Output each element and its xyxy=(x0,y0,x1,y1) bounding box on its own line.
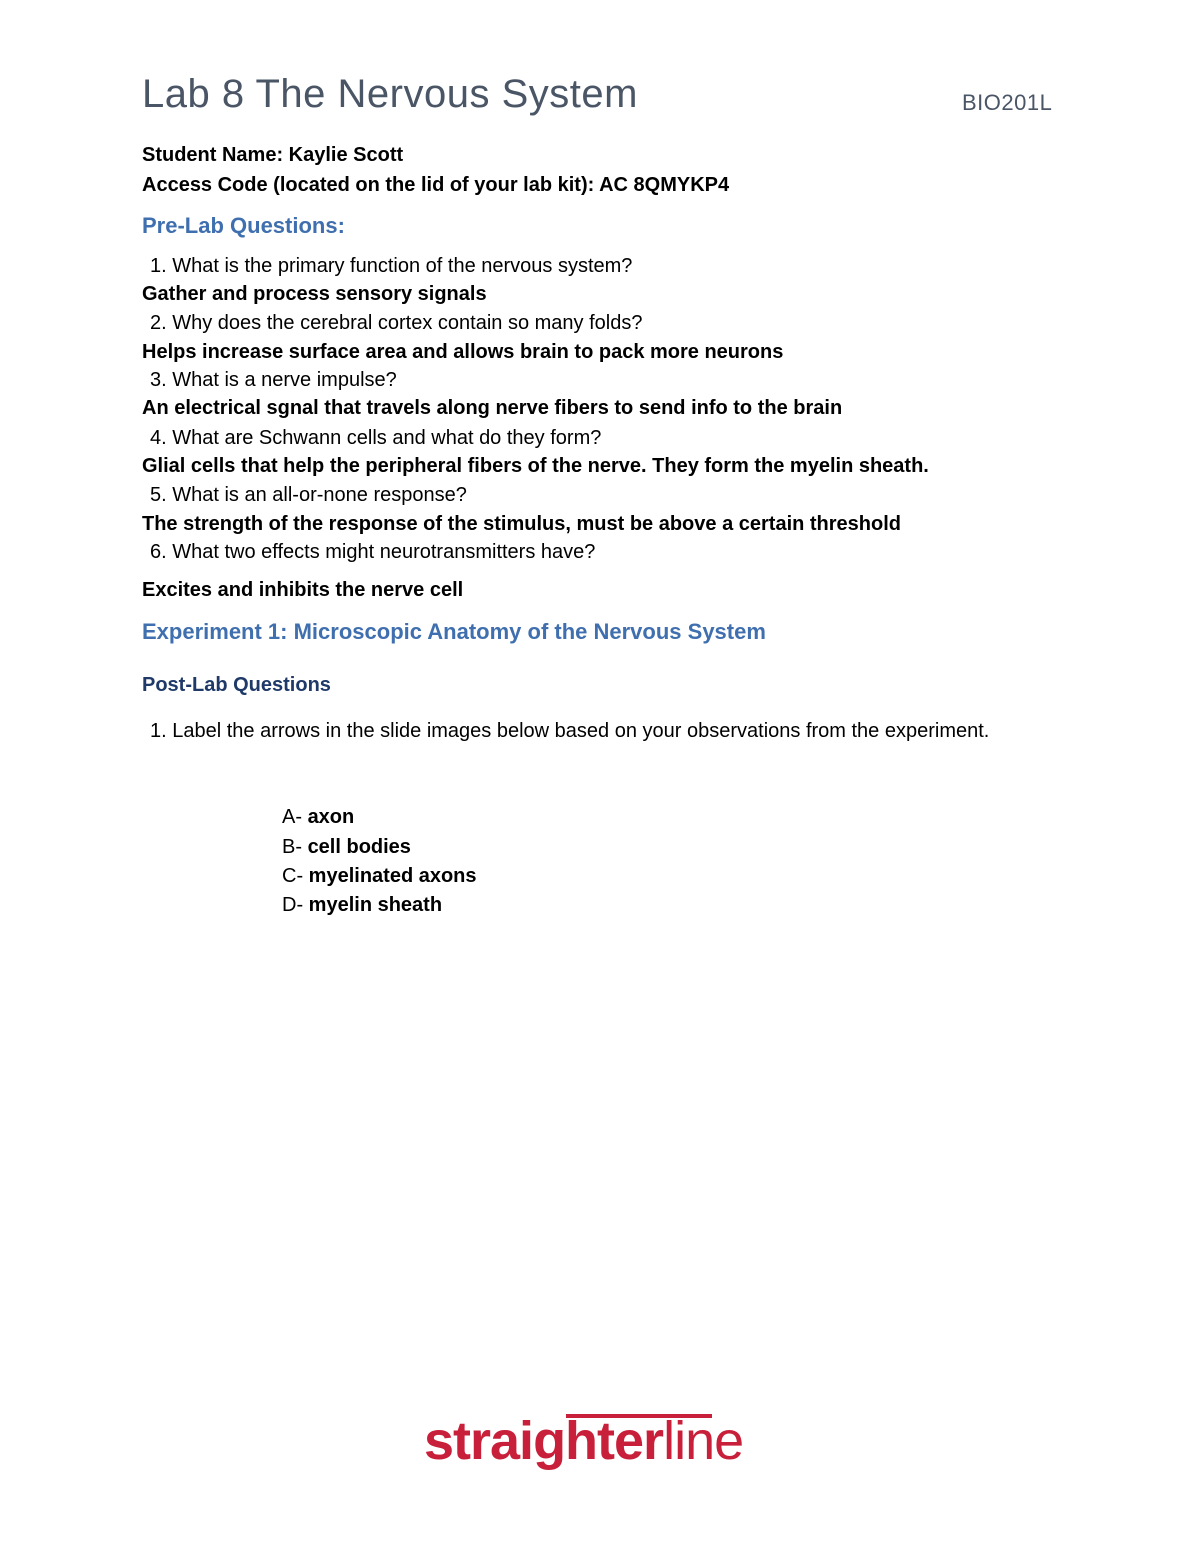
label-value: axon xyxy=(307,806,355,828)
logo-text-bold: straighter xyxy=(424,1411,664,1471)
prelab-question-4: 4. What are Schwann cells and what do they form? xyxy=(150,427,602,449)
label-c xyxy=(282,865,477,888)
label-key: B- xyxy=(282,836,302,858)
logo-text-light: line xyxy=(663,1411,744,1471)
label-key: D- xyxy=(282,894,304,916)
prelab-answer-3: An electrical sgnal that travels along nerve fibers to send info to the brain xyxy=(142,397,843,419)
experiment-heading: Experiment 1: Microscopic Anatomy of the Nervous System xyxy=(142,619,766,644)
label-value: myelin sheath xyxy=(308,894,443,916)
prelab-question-5: 5. What is an all-or-none response? xyxy=(150,484,467,506)
label-key: A- xyxy=(282,806,302,828)
prelab-question-1: 1. What is the primary function of the nervous system? xyxy=(150,255,633,277)
document-title: Lab 8 The Nervous System xyxy=(142,72,638,116)
prelab-answer-1: Gather and process sensory signals xyxy=(142,283,487,305)
label-value: myelinated axons xyxy=(308,865,477,887)
prelab-answer-4: Glial cells that help the peripheral fibers of the nerve. They form the myelin sheath. xyxy=(142,455,929,477)
label-a xyxy=(282,806,354,829)
straighterline-logo xyxy=(424,1410,743,1472)
postlab-question-1: 1. Label the arrows in the slide images below based on your observations from the experiment. xyxy=(150,720,990,742)
prelab-answer-2: Helps increase surface area and allows brain to pack more neurons xyxy=(142,341,784,363)
student-name: Student Name: Kaylie Scott xyxy=(142,144,404,166)
prelab-question-3: 3. What is a nerve impulse? xyxy=(150,369,397,391)
prelab-answer-5: The strength of the response of the stimulus, must be above a certain threshold xyxy=(142,513,902,535)
prelab-question-6: 6. What two effects might neurotransmitters have? xyxy=(150,541,596,563)
label-b xyxy=(282,836,411,859)
access-code: Access Code (located on the lid of your lab kit): AC 8QMYKP4 xyxy=(142,174,730,196)
label-key: C- xyxy=(282,865,304,887)
label-value: cell bodies xyxy=(307,836,411,858)
prelab-heading: Pre-Lab Questions: xyxy=(142,213,345,238)
postlab-heading: Post-Lab Questions xyxy=(142,674,331,696)
label-d xyxy=(282,894,442,917)
course-code: BIO201L xyxy=(962,90,1053,115)
prelab-answer-6: Excites and inhibits the nerve cell xyxy=(142,579,464,601)
prelab-question-2: 2. Why does the cerebral cortex contain so many folds? xyxy=(150,312,643,334)
